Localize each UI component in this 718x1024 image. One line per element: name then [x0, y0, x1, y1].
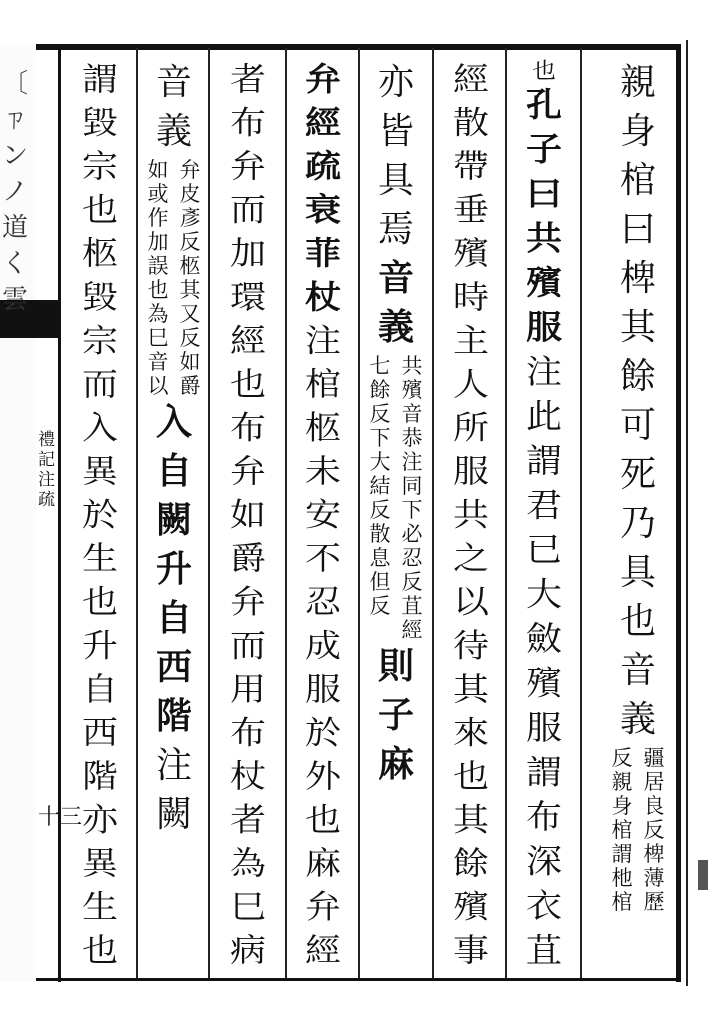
character: 柩 [81, 235, 118, 273]
character: 疏 [304, 147, 341, 186]
annotation-subcolumn [608, 746, 636, 914]
annotation-subcolumn [398, 354, 426, 642]
text-column-6 [212, 58, 284, 973]
annotation-character: 皮 [179, 182, 201, 206]
character: 也 [532, 58, 556, 84]
character: 菲 [304, 234, 341, 273]
character: 亦 [81, 802, 118, 839]
section-title-char: 疏 [38, 490, 55, 510]
character: 階 [155, 695, 192, 737]
annotation-character: 殯 [401, 378, 423, 402]
character: 亦 [377, 62, 414, 103]
character: 也 [304, 802, 341, 839]
text-column-4 [360, 58, 432, 789]
character: 升 [81, 627, 118, 665]
character: 忍 [304, 584, 341, 621]
character: 餘 [452, 845, 489, 883]
annotation-character: 大 [369, 450, 391, 474]
annotation-character: 反 [179, 230, 201, 254]
character: 布 [229, 105, 266, 142]
character: 生 [81, 889, 118, 926]
character: 闕 [155, 499, 192, 541]
annotation-character: 誤 [147, 254, 169, 278]
character: 衣 [525, 887, 562, 926]
character: 弁 [229, 148, 266, 186]
section-title-char: 注 [38, 470, 55, 490]
character: 義 [377, 306, 414, 348]
annotation-subcolumn [144, 158, 172, 398]
frame-right-border [676, 44, 681, 982]
annotation-character: 作 [147, 206, 169, 230]
character: 待 [452, 627, 489, 665]
character: 宗 [81, 322, 118, 360]
character: 衰 [304, 191, 341, 229]
character: 乃 [619, 503, 656, 544]
character: 椑 [619, 258, 656, 299]
annotation-character: 息 [369, 546, 391, 570]
character: 而 [81, 366, 118, 403]
column-rule [208, 48, 210, 978]
annotation-character: 巳 [147, 326, 169, 350]
annotation-character: 音 [401, 402, 423, 426]
annotation-character: 歷 [643, 890, 665, 914]
annotation-character: 以 [147, 374, 169, 398]
character: 也 [81, 192, 118, 229]
annotation-character: 疆 [643, 746, 665, 770]
binding-edge-char: 〔 [2, 69, 29, 99]
annotation-character: 共 [401, 354, 423, 378]
character: 棺 [304, 366, 341, 403]
character: 餘 [619, 356, 656, 397]
annotation-character: 柩 [179, 254, 201, 278]
character: 注 [304, 322, 341, 360]
character: 謂 [525, 442, 562, 481]
character: 主 [452, 322, 489, 360]
character: 加 [229, 235, 266, 273]
annotation-character: 必 [401, 522, 423, 546]
character: 杖 [229, 758, 266, 795]
character: 以 [452, 584, 489, 621]
character: 於 [304, 714, 341, 752]
annotation-character: 七 [369, 354, 391, 378]
annotation-character: 反 [643, 818, 665, 842]
annotation-character: 忍 [401, 546, 423, 570]
annotation-character: 棺 [611, 818, 633, 842]
annotation-character: 居 [643, 770, 665, 794]
character: 共 [452, 497, 489, 534]
character: 音 [377, 257, 414, 299]
character: 自 [155, 450, 192, 492]
text-column-5 [288, 58, 358, 973]
column-rule [580, 48, 582, 978]
character: 為 [229, 845, 266, 883]
text-column-1 [600, 58, 676, 914]
section-title-char: 記 [38, 450, 55, 470]
scan-mark [698, 860, 708, 890]
character: 其 [619, 307, 656, 348]
character: 異 [81, 845, 118, 883]
character: 君 [525, 487, 562, 525]
character: 棺 [619, 160, 656, 201]
character: 大 [525, 576, 562, 614]
annotation-character: 下 [369, 426, 391, 450]
annotation-character: 注 [401, 450, 423, 474]
character: 身 [619, 111, 656, 152]
character: 布 [525, 798, 562, 837]
character: 宗 [81, 148, 118, 186]
column-rule [432, 48, 434, 978]
annotation-character: 如 [147, 158, 169, 182]
character: 未 [304, 453, 341, 491]
character: 深 [525, 843, 562, 881]
character: 斂 [525, 620, 562, 659]
character: 焉 [377, 209, 414, 250]
character: 麻 [304, 845, 341, 883]
annotation-character: 親 [611, 770, 633, 794]
character: 具 [619, 552, 656, 593]
character: 殯 [525, 665, 562, 703]
character: 經 [304, 932, 341, 970]
annotation-character: 但 [369, 570, 391, 594]
character: 義 [619, 699, 656, 740]
character: 弁 [304, 889, 341, 926]
character: 注 [155, 745, 192, 786]
character: 杖 [304, 278, 341, 316]
character: 自 [81, 671, 118, 708]
section-title-char: 禮 [38, 430, 55, 450]
frame-bottom-border [36, 978, 681, 981]
character: 則 [377, 645, 414, 687]
character: 之 [452, 540, 489, 578]
character: 注 [525, 354, 562, 392]
character: 義 [155, 111, 192, 152]
character: 自 [155, 597, 192, 639]
binding-edge-char: ン [2, 141, 29, 171]
annotation-character: 薄 [643, 866, 665, 890]
character: 具 [377, 160, 414, 201]
annotation-character: 弁 [179, 158, 201, 182]
annotation-character: 恭 [401, 426, 423, 450]
frame-right-outer-border [686, 40, 688, 986]
character: 子 [377, 694, 414, 736]
character: 不 [304, 540, 341, 578]
annotation-character: 爵 [179, 374, 201, 398]
character: 外 [304, 758, 341, 795]
character: 音 [155, 62, 192, 103]
column-rule [136, 48, 138, 978]
character: 來 [452, 714, 489, 752]
annotation-character: 或 [147, 182, 169, 206]
annotation-character: 棺 [611, 890, 633, 914]
annotation-character: 反 [179, 326, 201, 350]
binding-edge-char: く [2, 249, 29, 279]
character: 服 [304, 671, 341, 708]
character: 服 [525, 709, 562, 748]
character: 安 [304, 497, 341, 534]
character: 也 [81, 584, 118, 621]
character: 巳 [229, 889, 266, 926]
section-title [38, 430, 55, 510]
folio-number: 十三 [38, 805, 83, 830]
character: 服 [452, 453, 489, 491]
character: 毀 [81, 279, 118, 316]
character: 經 [452, 61, 489, 99]
binding-edge-char: ノ [2, 177, 29, 207]
character: 用 [229, 671, 266, 708]
character: 死 [619, 454, 656, 495]
character: 也 [619, 601, 656, 642]
annotation-character: 也 [147, 278, 169, 302]
character: 而 [229, 627, 266, 665]
character: 殯 [452, 889, 489, 926]
character: 闕 [155, 794, 192, 835]
binding-edge-char: 道 [2, 213, 29, 243]
character: 麻 [377, 743, 414, 785]
annotation-character: 下 [401, 498, 423, 522]
annotation-character: 如 [179, 350, 201, 374]
annotation-subcolumn [366, 354, 394, 642]
annotation-character: 反 [369, 498, 391, 522]
character: 西 [155, 646, 192, 688]
interlinear-annotation [144, 158, 204, 398]
gutter-border [58, 44, 61, 982]
annotation-character: 反 [611, 746, 633, 770]
character: 人 [452, 366, 489, 403]
character: 曰 [525, 175, 562, 214]
character: 布 [229, 410, 266, 447]
annotation-character: 反 [369, 594, 391, 618]
character: 也 [81, 932, 118, 970]
annotation-character: 同 [401, 474, 423, 498]
annotation-character: 為 [147, 302, 169, 326]
character: 皆 [377, 111, 414, 152]
character: 布 [229, 714, 266, 752]
text-column-8 [64, 58, 136, 973]
annotation-character: 椑 [643, 842, 665, 866]
annotation-subcolumn [640, 746, 668, 914]
character: 帶 [452, 148, 489, 186]
column-rule [285, 48, 287, 978]
text-column-3 [436, 58, 506, 973]
annotation-character: 彥 [179, 206, 201, 230]
character: 親 [619, 62, 656, 103]
binding-edge-text [2, 66, 28, 318]
character: 服 [525, 308, 562, 347]
character: 散 [452, 105, 489, 142]
annotation-subcolumn [176, 158, 204, 398]
annotation-character: 杝 [611, 866, 633, 890]
interlinear-annotation [608, 746, 668, 914]
annotation-character: 加 [147, 230, 169, 254]
character: 謂 [525, 754, 562, 792]
character: 階 [81, 758, 118, 795]
character: 曰 [619, 209, 656, 250]
character: 環 [229, 279, 266, 316]
annotation-character: 結 [369, 474, 391, 498]
annotation-character: 良 [643, 794, 665, 818]
character: 弁 [304, 60, 341, 99]
annotation-character: 又 [179, 302, 201, 326]
annotation-character: 散 [369, 522, 391, 546]
character: 時 [452, 279, 489, 316]
character: 西 [81, 714, 118, 752]
character: 升 [155, 548, 192, 590]
annotation-character: 反 [401, 570, 423, 594]
annotation-character: 身 [611, 794, 633, 818]
annotation-character: 苴 [401, 594, 423, 618]
annotation-character: 音 [147, 350, 169, 374]
character: 也 [229, 366, 266, 403]
character: 異 [81, 453, 118, 491]
character: 爵 [229, 540, 266, 578]
character: 音 [619, 650, 656, 691]
character: 者 [229, 802, 266, 839]
character: 如 [229, 497, 266, 534]
character: 苴 [525, 932, 562, 970]
character: 而 [229, 192, 266, 229]
annotation-character: 經 [401, 618, 423, 642]
character: 弁 [229, 584, 266, 621]
character: 已 [525, 531, 562, 570]
character: 孔 [525, 86, 562, 125]
annotation-character: 反 [369, 402, 391, 426]
character: 事 [452, 932, 489, 970]
character: 入 [81, 410, 118, 447]
interlinear-annotation [366, 354, 426, 642]
character: 其 [452, 802, 489, 839]
character: 垂 [452, 192, 489, 229]
annotation-character: 其 [179, 278, 201, 302]
character: 經 [229, 322, 266, 360]
character: 入 [155, 401, 192, 443]
character: 也 [452, 758, 489, 795]
character: 成 [304, 627, 341, 665]
character: 弁 [229, 453, 266, 491]
annotation-character: 餘 [369, 378, 391, 402]
character: 柩 [304, 410, 341, 447]
character: 毀 [81, 105, 118, 142]
character: 生 [81, 540, 118, 578]
character: 經 [304, 104, 341, 142]
binding-edge-char: 雲 [2, 285, 29, 315]
character: 謂 [81, 61, 118, 99]
character: 殯 [525, 264, 562, 303]
annotation-character: 謂 [611, 842, 633, 866]
text-column-7 [140, 58, 208, 839]
binding-edge-char: ㄗ [2, 105, 29, 135]
character: 子 [525, 130, 562, 169]
character: 其 [452, 671, 489, 708]
character: 所 [452, 410, 489, 447]
text-column-2 [508, 58, 580, 973]
character: 者 [229, 61, 266, 99]
character: 此 [525, 398, 562, 436]
character: 可 [619, 405, 656, 446]
character: 共 [525, 219, 562, 258]
character: 殯 [452, 235, 489, 273]
character: 病 [229, 932, 266, 970]
character: 於 [81, 497, 118, 534]
